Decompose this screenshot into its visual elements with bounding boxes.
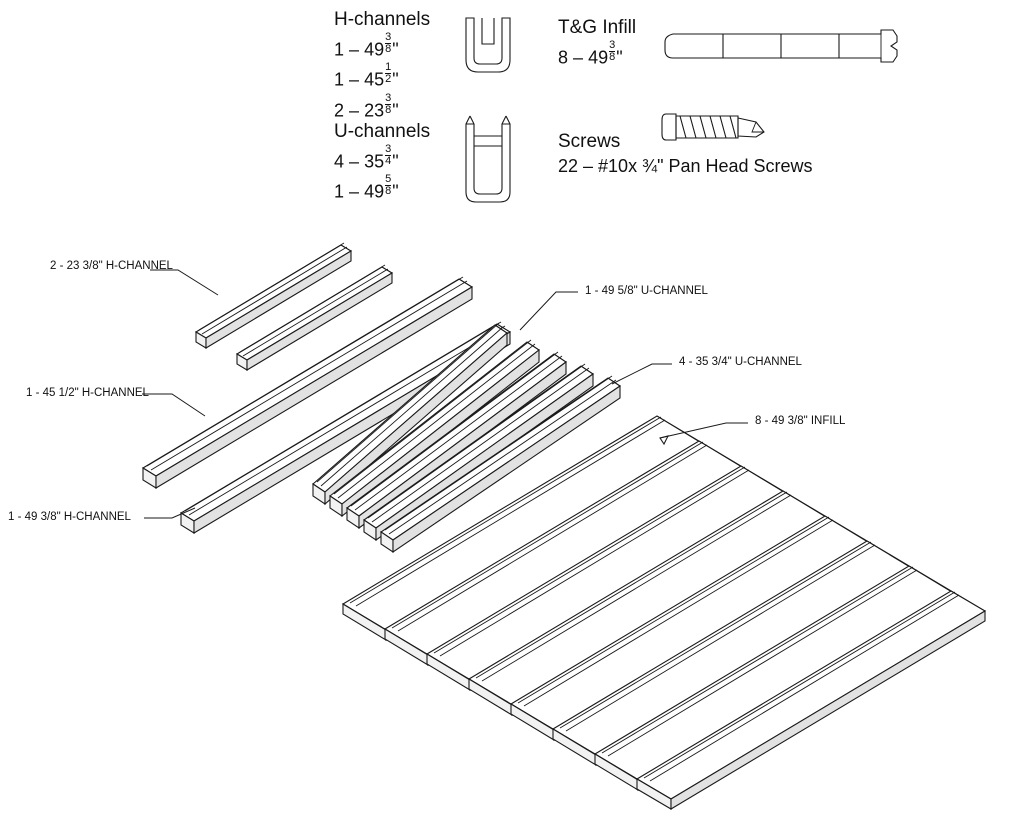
tg-infill-profile-icon (663, 26, 903, 72)
legend-h-channels-item-2: 1 – 45 $\frac{1}{2}$ " (334, 61, 399, 90)
legend-u-channels-item-2: 1 – 49 $\frac{5}{8}$ " (334, 173, 399, 202)
legend-h-channels (334, 8, 430, 123)
leader-u-35 (612, 364, 672, 384)
h-channel-profile-icon (458, 14, 518, 94)
legend-tg-infill-title: T&G Infill (558, 17, 637, 38)
callout-h-23: 2 - 23 3/8" H-CHANNEL (50, 260, 173, 272)
exploded-isometric-view (0, 220, 1011, 820)
legend-tg-infill-item-1: 8 – 49 $\frac{3}{8}$ " (558, 39, 623, 68)
legend-tg-infill (558, 16, 636, 70)
callout-h-45: 1 - 45 1/2" H-CHANNEL (26, 387, 149, 399)
legend-h-channels-item-3: 2 – 23 $\frac{3}{8}$ " (334, 91, 399, 120)
legend-u-channels-item-1: 4 – 35 $\frac{3}{4}$ " (334, 143, 399, 172)
pan-head-screw-icon (660, 104, 770, 152)
callout-u-35: 4 - 35 3/4" U-CHANNEL (679, 356, 802, 368)
u-channel-profile-icon (458, 110, 518, 210)
legend-screws-title: Screws (558, 131, 621, 152)
legend-u-channels-title: U-channels (334, 121, 431, 142)
callout-u-49: 1 - 49 5/8" U-CHANNEL (585, 285, 708, 297)
callout-h-49: 1 - 49 3/8" H-CHANNEL (8, 511, 131, 523)
callout-infill: 8 - 49 3/8" INFILL (755, 415, 846, 427)
leader-h-23 (150, 270, 218, 295)
legend-h-channels-title: H-channels (334, 9, 431, 30)
leader-h-45 (142, 394, 205, 416)
legend-h-channels-item-1: 1 – 49 $\frac{3}{8}$ " (334, 31, 399, 60)
legend-screws-line: 22 – #10x ¾" Pan Head Screws (558, 156, 813, 176)
legend-u-channels (334, 120, 430, 205)
leader-u-49 (520, 292, 578, 330)
